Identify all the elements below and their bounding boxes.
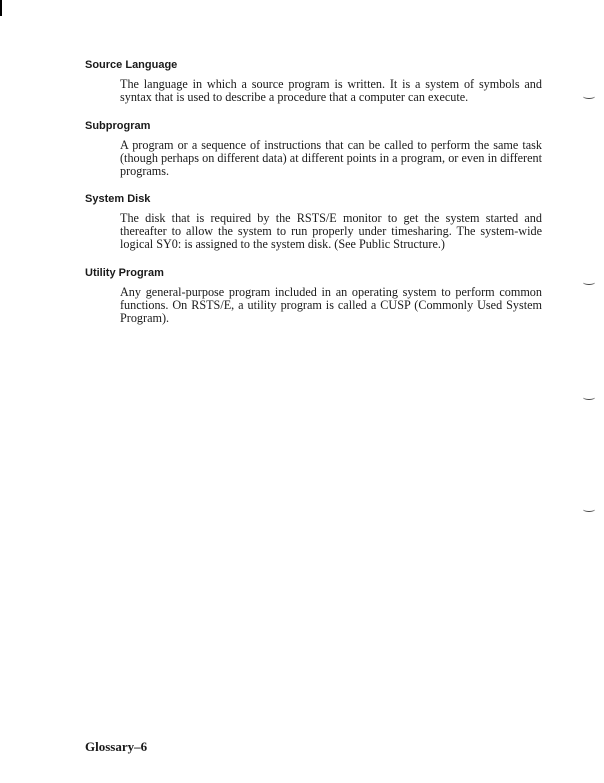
- entry-term: System Disk: [85, 193, 151, 205]
- margin-binding-mark: [583, 395, 595, 400]
- scan-edge-mark: [0, 0, 2, 16]
- page-number: Glossary–6: [85, 739, 148, 754]
- margin-binding-mark: [583, 507, 595, 512]
- entry-definition: A program or a sequence of instructions that can be called to perform the same task (though perhaps on different data) at different points in a program, or even in different programs.: [120, 138, 542, 178]
- entry-term: Utility Program: [85, 267, 164, 279]
- glossary-entry-source-language: [85, 59, 545, 104]
- glossary-entry-system-disk: [85, 193, 545, 251]
- entry-term: Subprogram: [85, 120, 151, 132]
- entry-definition: The language in which a source program is written. It is a system of symbols and syntax that is used to describe a procedure that a computer can execute.: [120, 77, 542, 104]
- margin-binding-mark: [583, 94, 595, 99]
- entry-definition: Any general-purpose program included in an operating system to perform common functions. On RSTS/E, a utility program is called a CUSP (Commonly Used System Program).: [120, 285, 542, 325]
- entry-definition: The disk that is required by the RSTS/E monitor to get the system started and thereafter to allow the system to run properly under timesharing. The system-wide logical SY0: is assigned to the system disk. (See Public Structure.): [120, 211, 542, 251]
- entry-term: Source Language: [85, 59, 178, 71]
- margin-binding-mark: [583, 280, 595, 285]
- glossary-entry-subprogram: [85, 120, 545, 178]
- glossary-entry-utility-program: [85, 267, 545, 325]
